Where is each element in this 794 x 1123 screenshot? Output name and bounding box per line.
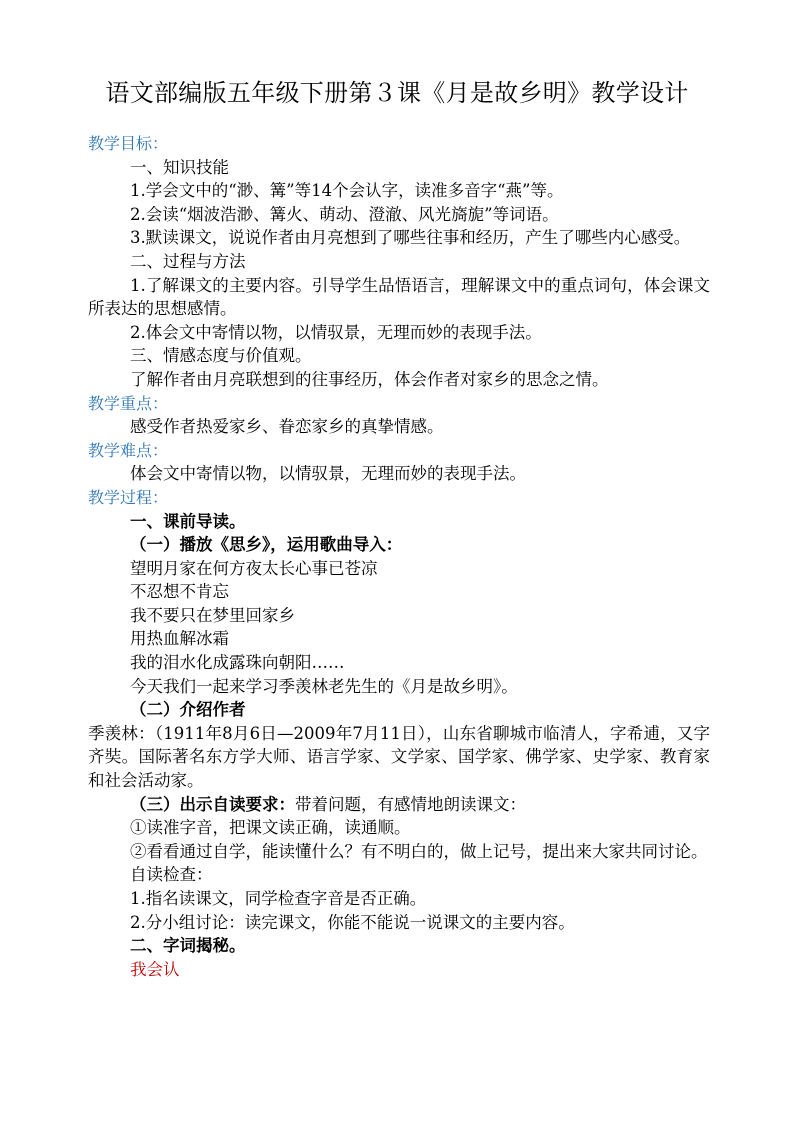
check-item: 2.分小组讨论：读完课文，你能不能说一说课文的主要内容。 [130,912,575,932]
lyric-line: 我的泪水化成露珠向朝阳…… [130,653,345,673]
subheading-attitude: 三、情感态度与价值观。 [130,346,312,366]
goal-item: 1.学会文中的“渺、篝”等14个会认字，读准多音字“燕”等。 [130,181,564,201]
section-heading-process: 教学过程： [88,487,169,507]
learn-label: 我会认 [130,959,180,979]
subheading-knowledge: 一、知识技能 [130,157,229,177]
lyric-line: 我不要只在梦里回家乡 [130,605,295,625]
goal-item: 2.会读“烟波浩渺、篝火、萌动、澄澈、风光旖旎”等词语。 [130,204,559,224]
substep-heading [88,793,710,817]
section-heading-difficulty: 教学难点： [88,440,169,460]
goal-item: 3.默读课文，说说作者由月亮想到了哪些往事和经历，产生了哪些内心感受。 [130,228,691,248]
subheading-process-method: 二、过程与方法 [130,251,246,271]
lyric-line: 不忍想不肯忘 [130,582,229,602]
lyric-line: 用热血解冰霜 [130,629,229,649]
section-heading-goals: 教学目标： [88,134,169,153]
key-point-text: 感受作者热爱家乡、眷恋家乡的真挚情感。 [130,417,444,437]
goal-item: 1.了解课文的主要内容。引导学生品悟语言，理解课文中的重点词句，体会课文所表达的思想感情。 [88,275,710,319]
difficulty-text: 体会文中寄情以物，以情驭景，无理而妙的表现手法。 [130,464,526,484]
step-heading: 一、课前导读。 [130,511,246,531]
goal-item: 了解作者由月亮联想到的往事经历，体会作者对家乡的思念之情。 [130,369,609,389]
document-title: 语文部编版五年级下册第３课《月是故乡明》教学设计 [105,79,689,107]
check-item: 1.指名读课文，同学检查字音是否正确。 [130,889,427,908]
section-heading-key-point: 教学重点： [88,393,169,413]
document-body [88,132,710,981]
substep-heading: （一）播放《思乡》，运用歌曲导入： [130,535,403,555]
goal-item: 2.体会文中寄情以物，以情驭景，无理而妙的表现手法。 [130,322,542,342]
check-label: 自读检查： [130,865,213,885]
self-read-req-label: （三）出示自读要求： [130,794,295,814]
substep-heading: （二）介绍作者 [130,700,246,720]
author-bio: 季羡林：（1911年8月6日—2009年7月11日），山东省聊城市临清人，字希逋，又字齐奘。国际著名东方学大师、语言学家、文学家、国学家、佛学家、史学家、教育家和社会活动家。 [88,723,710,791]
self-read-req-text: 带着问题，有感情地朗读课文： [295,794,526,814]
step-heading: 二、字词揭秘。 [130,936,246,956]
lyric-line: 望明月家在何方夜太长心事已苍凉 [130,558,378,578]
intro-text: 今天我们一起来学习季羡林老先生的《月是故乡明》。 [130,676,518,696]
requirement-item: ①读准字音，把课文读正确，读通顺。 [130,818,411,838]
requirement-item: ②看看通过自学，能读懂什么？有不明白的，做上记号，提出来大家共同讨论。 [130,841,708,861]
